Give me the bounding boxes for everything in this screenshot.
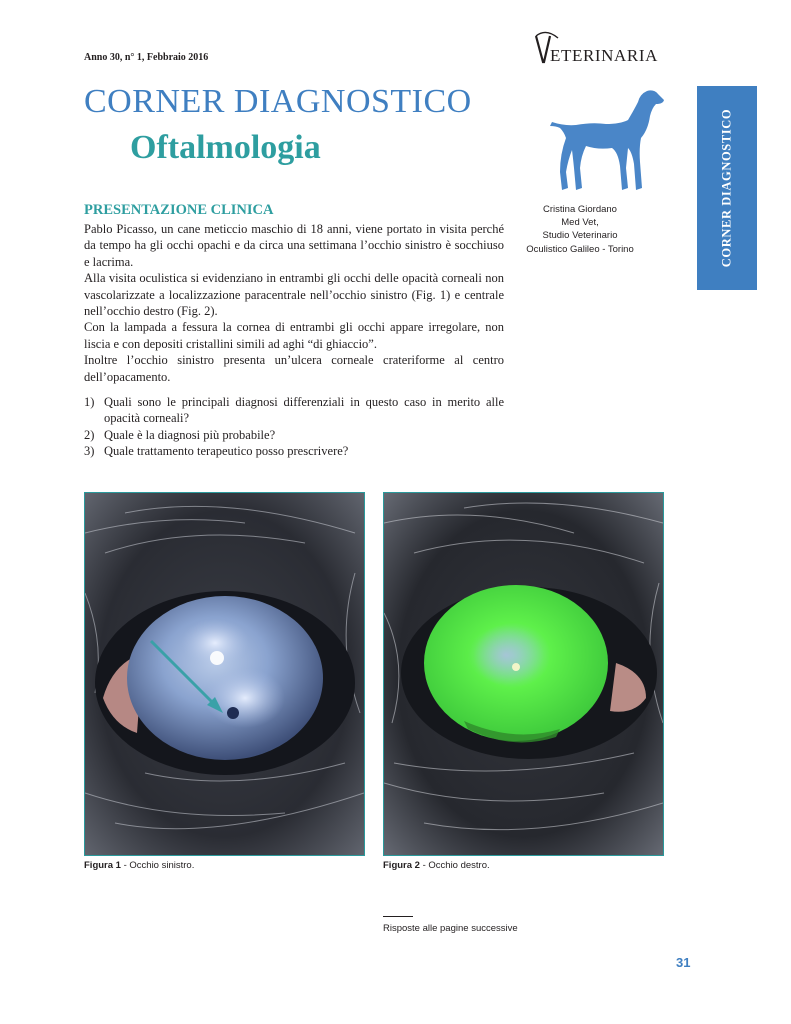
- paragraph: Alla visita oculistica si evidenziano in entrambi gli occhi delle opacità corneali non vascolarizzate a localizzazione paracentrale nell’occhio sinistro (Fig. 1) e centrale nell’occhio destro (Fig. 2).: [84, 271, 504, 319]
- sidebar-label: CORNER DIAGNOSTICO: [719, 108, 734, 268]
- section-heading: PRESENTAZIONE CLINICA: [84, 202, 274, 218]
- question-text: Quale è la diagnosi più probabile?: [104, 427, 276, 442]
- clinical-presentation-text: [84, 221, 504, 385]
- figure-label: Figura 2: [383, 860, 420, 871]
- page-number: 31: [676, 955, 691, 970]
- author-name: Cristina Giordano: [543, 204, 617, 215]
- figure-caption-text: - Occhio destro.: [419, 860, 490, 871]
- author-title: Med Vet,: [561, 217, 599, 229]
- author-location: Oculistico Galileo - Torino: [526, 243, 634, 255]
- section-sidebar-tab: [697, 86, 757, 290]
- question-number: 1): [84, 395, 95, 409]
- question-text: Quali sono le principali diagnosi differenziali in questo caso in merito alle opacità corneali?: [104, 395, 504, 426]
- logo-text: ETERINARIA: [550, 46, 658, 65]
- question-number: 3): [84, 444, 95, 459]
- dog-silhouette-icon: [548, 86, 666, 198]
- issue-info: Anno 30, n° 1, Febbraio 2016: [84, 52, 209, 63]
- paragraph: Pablo Picasso, un cane meticcio maschio di 18 anni, viene portato in visita perché da tempo ha gli occhi opachi e da circa una settimana l’occhio sinistro è socchiuso e lacrima.: [84, 222, 504, 269]
- page-subtitle: Oftalmologia: [130, 129, 321, 166]
- author-block: [515, 203, 645, 256]
- page-title: CORNER DIAGNOSTICO: [84, 83, 472, 120]
- paragraph: Inoltre l’occhio sinistro presenta un’ulcera corneale crateriforme al centro dell’opacamento.: [84, 353, 504, 384]
- figure-2-image: [383, 492, 664, 856]
- question-item: [84, 427, 504, 443]
- question-number: 2): [84, 427, 95, 442]
- question-text: Quale trattamento terapeutico posso prescrivere?: [104, 444, 349, 459]
- figure-1-caption: [84, 860, 194, 871]
- veterinaria-logo: [534, 30, 664, 66]
- question-list: [84, 394, 504, 460]
- divider: [383, 916, 413, 917]
- author-affiliation: Studio Veterinario: [542, 230, 618, 242]
- paragraph: Con la lampada a fessura la cornea di entrambi gli occhi appare irregolare, non liscia e con depositi cristallini simili ad aghi “di ghiaccio”.: [84, 320, 504, 351]
- figure-label: Figura 1: [84, 860, 121, 871]
- figure-2-caption: [383, 860, 490, 871]
- figure-1-image: [84, 492, 365, 856]
- question-item: [84, 443, 504, 459]
- figure-caption-text: - Occhio sinistro.: [120, 860, 195, 871]
- question-item: [84, 394, 504, 427]
- answers-note: Risposte alle pagine successive: [383, 923, 518, 934]
